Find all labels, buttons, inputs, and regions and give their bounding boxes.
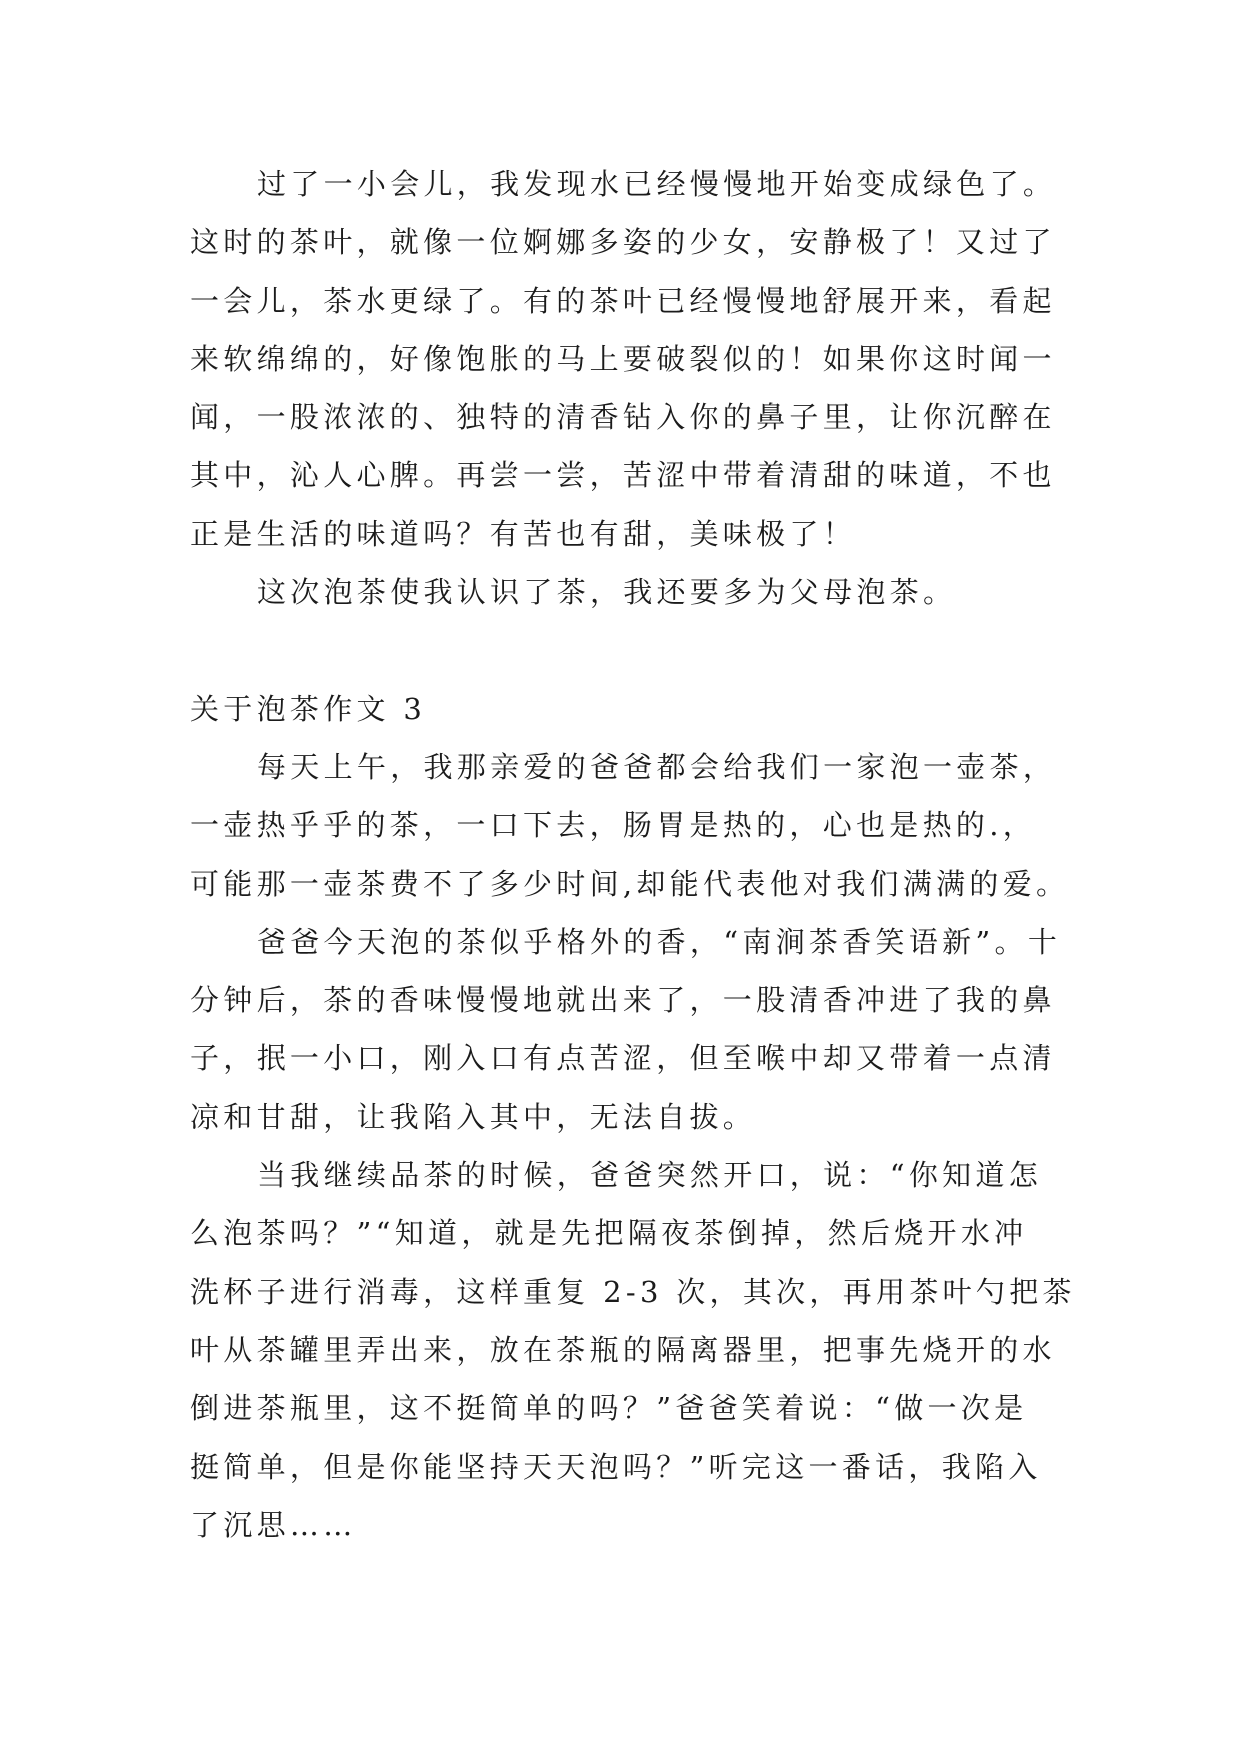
paragraph	[190, 563, 1070, 621]
text-line: 当我继续品茶的时候，爸爸突然开口，说：“你知道怎	[257, 1158, 1043, 1193]
text-line: 挺简单，但是你能坚持天天泡吗？”听完这一番话，我陷入	[190, 1449, 1042, 1484]
paragraph	[190, 155, 1070, 563]
text-line: 子，抿一小口，刚入口有点苦涩，但至喉中却又带着一点清	[190, 1041, 1056, 1076]
text-line: 这时的茶叶，就像一位婀娜多姿的少女，安静极了！又过了	[190, 225, 1056, 260]
text-line: 这次泡茶使我认识了茶，我还要多为父母泡茶。	[257, 575, 957, 610]
text-line: 爸爸今天泡的茶似乎格外的香，“南涧茶香笑语新”。十	[257, 924, 1062, 959]
text-line: 一壶热乎乎的茶，一口下去，肠胃是热的，心也是热的.，	[190, 808, 1037, 843]
text-line: 每天上午，我那亲爱的爸爸都会给我们一家泡一壶茶，	[257, 749, 1057, 784]
text-line: 洗杯子进行消毒，这样重复 2-3 次，其次，再用茶叶勺把茶	[190, 1274, 1076, 1309]
text-line: 闻，一股浓浓的、独特的清香钻入你的鼻子里，让你沉醉在	[190, 400, 1056, 435]
text-line: 分钟后，茶的香味慢慢地就出来了，一股清香冲进了我的鼻	[190, 983, 1056, 1018]
text-line: 倒进茶瓶里，这不挺简单的吗？”爸爸笑着说：“做一次是	[190, 1391, 1028, 1426]
text-line: 一会儿，茶水更绿了。有的茶叶已经慢慢地舒展开来，看起	[190, 283, 1056, 318]
paragraph	[190, 738, 1070, 913]
text-line: 正是生活的味道吗？有苦也有甜，美味极了！	[190, 516, 857, 551]
text-line: 过了一小会儿，我发现水已经慢慢地开始变成绿色了。	[257, 167, 1057, 201]
text-line: 了沉思……	[190, 1507, 357, 1542]
text-line: 叶从茶罐里弄出来，放在茶瓶的隔离器里，把事先烧开的水	[190, 1332, 1056, 1367]
section-heading: 关于泡茶作文 3	[190, 691, 427, 726]
text-line: 可能那一壶茶费不了多少时间,却能代表他对我们满满的爱。	[190, 866, 1070, 901]
text-line: 么泡茶吗？”“知道，就是先把隔夜茶倒掉，然后烧开水冲	[190, 1216, 1028, 1251]
text-line: 来软绵绵的，好像饱胀的马上要破裂似的！如果你这时闻一	[190, 341, 1056, 376]
paragraph	[190, 1146, 1076, 1554]
blank-line	[190, 621, 1070, 679]
document-body	[190, 155, 1076, 1554]
text-line: 凉和甘甜，让我陷入其中，无法自拔。	[190, 1099, 757, 1134]
text-line: 其中，沁人心脾。再尝一尝，苦涩中带着清甜的味道，不也	[190, 458, 1056, 493]
paragraph	[190, 913, 1070, 1146]
